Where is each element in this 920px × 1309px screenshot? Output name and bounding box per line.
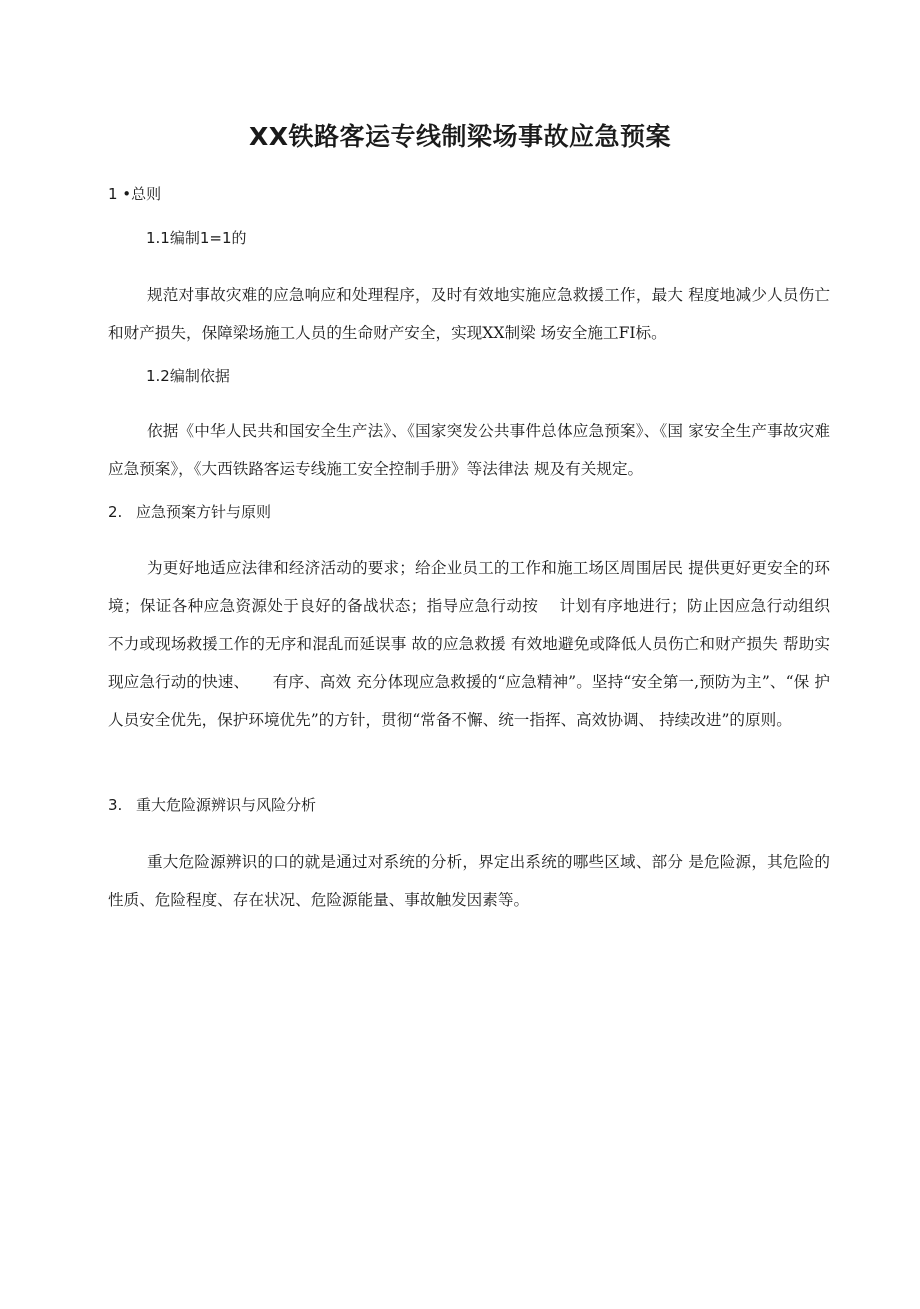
document-title: XX铁路客运专线制梁场事故应急预案 [248, 122, 672, 151]
section-1-2-heading: 1.2编制依据 [146, 367, 230, 385]
section-3-heading [108, 795, 316, 815]
paragraph-basis: 依据《中华人民共和国安全生产法》、《国家突发公共事件总体应急预案》、《国 家安全生产事故灾难应急预案》，《大西铁路客运专线施工安全控制手册》等法律法 规及有关规定。 [108, 422, 830, 478]
paragraph-principles: 为更好地适应法律和经济活动的要求；给企业员工的工作和施工场区周围居民 提供更好更安全的环境；保证各种应急资源处于良好的备战状态；指导应急行动按 计划有序地进行；防止因应急行动组织不力或现场救援工作的无序和混乱而延误事 故的应急救援 有效地避免或降低人员伤亡和财产损失 帮助实现应急行动的快速、 有序、高效 充分体现应急救援的“应急精神”。坚持“安全第一,预防为主”、“保 护人员安全优先，保护环境优先”的方针，贯彻“常备不懈、统一指挥、高效协调、 持续改进”的原则。 [108, 559, 830, 729]
section-2-number: 2. [108, 503, 123, 521]
section-3-label: 重大危险源辨识与风险分析 [136, 796, 317, 814]
section-2-heading [108, 502, 271, 522]
section-3-number: 3. [108, 796, 123, 814]
section-1-1-heading: 1.1编制1=1的 [146, 229, 247, 247]
section-1-heading: 1 •总则 [108, 185, 162, 203]
section-2-label: 应急预案方针与原则 [136, 503, 272, 521]
paragraph-purpose: 规范对事故灾难的应急响应和处理程序，及时有效地实施应急救援工作，最大 程度地减少人员伤亡和财产损失，保障梁场施工人员的生命财产安全，实现XX制梁 场安全施工FI标。 [108, 286, 830, 342]
paragraph-hazard-identification: 重大危险源辨识的口的就是通过对系统的分析，界定出系统的哪些区域、部分 是危险源，其危险的性质、危险程度、存在状况、危险源能量、事故触发因素等。 [108, 853, 830, 909]
